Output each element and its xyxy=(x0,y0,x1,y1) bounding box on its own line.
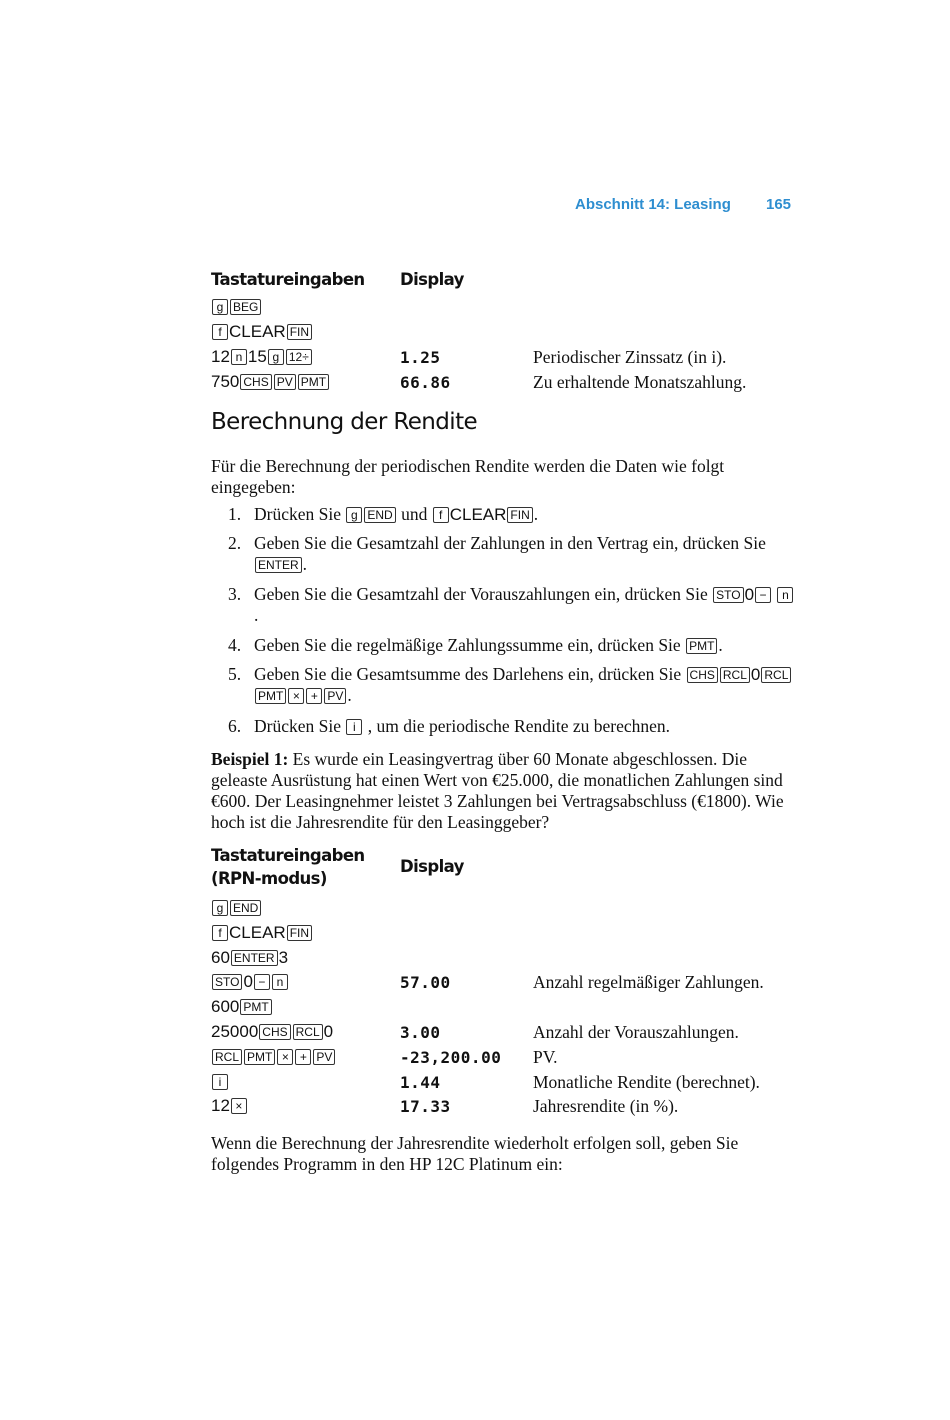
description-cell: Periodischer Zinssatz (in i). xyxy=(533,347,727,367)
keystroke-cell xyxy=(211,948,288,968)
key-label: 0 xyxy=(243,972,253,992)
keystroke-cell xyxy=(211,1022,333,1042)
calculator-key: g xyxy=(268,349,284,365)
description-cell: Monatliche Rendite (berechnet). xyxy=(533,1071,760,1092)
keystroke-cell xyxy=(211,997,273,1017)
calculator-key: + xyxy=(306,688,322,704)
keystroke-cell xyxy=(211,923,313,943)
calculator-key: END xyxy=(364,507,395,523)
calculator-key: STO xyxy=(212,974,242,990)
calculator-key: g xyxy=(346,507,362,523)
calculator-key: − xyxy=(755,587,771,603)
text-fragment: 12 xyxy=(211,1096,230,1116)
step-number: 5. xyxy=(228,664,242,684)
calculator-key: RCL xyxy=(720,667,750,683)
calculator-key: ENTER xyxy=(231,950,278,966)
calculator-key: PV xyxy=(274,374,296,390)
calculator-key: STO xyxy=(713,587,743,603)
display-cell: 66.86 xyxy=(400,373,451,392)
calculator-key: × xyxy=(288,688,304,704)
text-fragment: , um die periodische Rendite zu berechnen. xyxy=(363,716,671,736)
calculator-key: END xyxy=(230,900,261,916)
calculator-key: CHS xyxy=(240,374,271,390)
table1-col-keystrokes: Tastatureingaben xyxy=(211,270,365,289)
keystroke-cell xyxy=(211,372,330,392)
calculator-key: n xyxy=(777,587,793,603)
keystroke-cell xyxy=(211,1096,248,1116)
text-fragment: 600 xyxy=(211,997,240,1017)
example-text: Es wurde ein Leasingvertrag über 60 Monate abgeschlossen. Die geleaste Ausrüstung hat einen Wert von €25.000, die monatlichen Zahlungen sind €600. Der Leasingnehmer leistet 3 Zahlungen bei Vertragsabschluss (€1800). Wie hoch ist die Jahresrendite für den Leasinggeber? xyxy=(211,749,784,832)
table-row xyxy=(211,1096,811,1118)
table-row xyxy=(211,297,811,319)
display-cell: 3.00 xyxy=(400,1023,441,1042)
table-row xyxy=(211,372,811,394)
calculator-key: PMT xyxy=(244,1049,275,1065)
calculator-key: f xyxy=(212,324,228,340)
table-row xyxy=(211,1047,811,1069)
text-fragment: Geben Sie die Gesamtzahl der Zahlungen in den Vertrag ein, drücken Sie xyxy=(254,533,766,553)
step-text xyxy=(254,716,798,737)
text-fragment: 60 xyxy=(211,947,230,967)
key-label: CLEAR xyxy=(449,505,507,524)
calculator-key: CHS xyxy=(259,1024,290,1040)
keystroke-cell xyxy=(211,297,262,317)
outro-paragraph: Wenn die Berechnung der Jahresrendite wiederholt erfolgen soll, geben Sie folgendes Programm in den HP 12C Platinum ein: xyxy=(211,1133,739,1174)
calculator-key: FIN xyxy=(507,507,532,523)
description-cell: Jahresrendite (in %). xyxy=(533,1096,679,1117)
calculator-key: RCL xyxy=(212,1049,242,1065)
calculator-key: ENTER xyxy=(255,557,302,573)
table-row xyxy=(211,347,811,369)
description-cell: Zu erhaltende Monatszahlung. xyxy=(533,372,747,392)
calculator-key: f xyxy=(212,925,228,941)
description-cell: Anzahl regelmäßiger Zahlungen. xyxy=(533,972,764,993)
calculator-key: g xyxy=(212,299,228,315)
key-label: CLEAR xyxy=(229,322,286,341)
calculator-key: CHS xyxy=(687,667,718,683)
table-row xyxy=(211,923,811,945)
calculator-key: FIN xyxy=(287,324,312,340)
text-fragment: Geben Sie die Gesamtzahl der Vorauszahlungen ein, drücken Sie xyxy=(254,584,713,604)
table1-col-display: Display xyxy=(400,270,464,289)
table2-col-display: Display xyxy=(400,857,464,876)
calculator-key: − xyxy=(254,974,270,990)
text-fragment: . xyxy=(718,635,723,655)
description-cell: PV. xyxy=(533,1046,558,1067)
calculator-key: FIN xyxy=(287,925,312,941)
calculator-key: × xyxy=(231,1098,247,1114)
display-cell: 1.25 xyxy=(400,348,441,367)
keystroke-cell xyxy=(211,322,313,342)
table2-col-keystrokes: Tastatureingaben xyxy=(211,846,365,865)
text-fragment: 15 xyxy=(247,347,267,366)
calculator-key: + xyxy=(295,1049,311,1065)
table-row xyxy=(211,898,811,920)
display-cell: 17.33 xyxy=(400,1097,451,1117)
calculator-key: PV xyxy=(313,1049,335,1065)
step-number: 3. xyxy=(228,584,242,604)
step-number: 4. xyxy=(228,635,242,655)
text-fragment xyxy=(772,584,776,604)
text-fragment: Drücken Sie xyxy=(254,716,346,736)
calculator-key: PMT xyxy=(686,638,717,654)
page-number: 165 xyxy=(766,196,792,213)
key-label: CLEAR xyxy=(229,922,286,942)
calculator-key: 12÷ xyxy=(286,349,312,365)
step-text xyxy=(254,584,798,626)
step-text xyxy=(254,504,798,525)
description-cell: Anzahl der Vorauszahlungen. xyxy=(533,1022,739,1042)
step-text xyxy=(254,533,798,575)
step-number: 1. xyxy=(228,504,242,524)
calculator-key: n xyxy=(272,974,288,990)
step-number: 2. xyxy=(228,533,242,553)
table2-col-mode: (RPN-modus) xyxy=(211,869,327,888)
calculator-key: n xyxy=(231,349,247,365)
table-row xyxy=(211,997,811,1019)
example-label: Beispiel 1: xyxy=(211,749,289,769)
calculator-key: PV xyxy=(324,688,346,704)
calculator-key: f xyxy=(433,507,449,523)
key-label: 0 xyxy=(744,585,755,604)
step-text xyxy=(254,635,798,656)
calculator-key: i xyxy=(346,719,362,735)
calculator-key: RCL xyxy=(293,1024,323,1040)
text-fragment: . xyxy=(533,504,539,524)
text-fragment: . xyxy=(302,554,308,574)
text-fragment: Geben Sie die regelmäßige Zahlungssumme ein, drücken Sie xyxy=(254,635,686,655)
keystroke-cell xyxy=(211,1072,229,1092)
section-heading: Berechnung der Rendite xyxy=(211,409,478,435)
text-fragment: 750 xyxy=(211,372,240,391)
table-row xyxy=(211,1072,811,1094)
text-fragment: . xyxy=(347,685,352,705)
text-fragment: Geben Sie die Gesamtsumme des Darlehens ein, drücken Sie xyxy=(254,664,686,684)
text-fragment: 12 xyxy=(211,347,230,366)
text-fragment: 3 xyxy=(278,947,289,967)
table-row xyxy=(211,972,811,994)
table-row xyxy=(211,322,811,344)
text-fragment: und xyxy=(396,504,432,524)
display-cell: -23,200.00 xyxy=(400,1047,502,1067)
keystroke-cell xyxy=(211,1047,336,1067)
display-cell: 57.00 xyxy=(400,973,451,993)
keystroke-cell xyxy=(211,972,289,992)
intro-paragraph: Für die Berechnung der periodischen Rendite werden die Daten wie folgt eingegeben: xyxy=(211,456,725,497)
keystroke-cell xyxy=(211,898,262,918)
calculator-key: i xyxy=(212,1074,228,1090)
key-label: 0 xyxy=(750,665,761,684)
calculator-key: g xyxy=(212,900,228,916)
table-row xyxy=(211,1022,811,1044)
example-paragraph xyxy=(211,749,786,833)
calculator-key: RCL xyxy=(761,667,791,683)
step-number: 6. xyxy=(228,716,242,736)
calculator-key: BEG xyxy=(230,299,261,315)
key-label: 0 xyxy=(323,1022,334,1041)
text-fragment: 25000 xyxy=(211,1022,259,1041)
table-row xyxy=(211,948,811,970)
text-fragment: Drücken Sie xyxy=(254,504,346,524)
section-title: Abschnitt 14: Leasing xyxy=(575,196,731,213)
calculator-key: PMT xyxy=(255,688,286,704)
calculator-key: PMT xyxy=(240,999,271,1015)
text-fragment: . xyxy=(254,605,259,625)
display-cell: 1.44 xyxy=(400,1072,441,1092)
calculator-key: × xyxy=(277,1049,293,1065)
keystroke-cell xyxy=(211,347,313,367)
calculator-key: PMT xyxy=(298,374,329,390)
step-text xyxy=(254,664,798,706)
